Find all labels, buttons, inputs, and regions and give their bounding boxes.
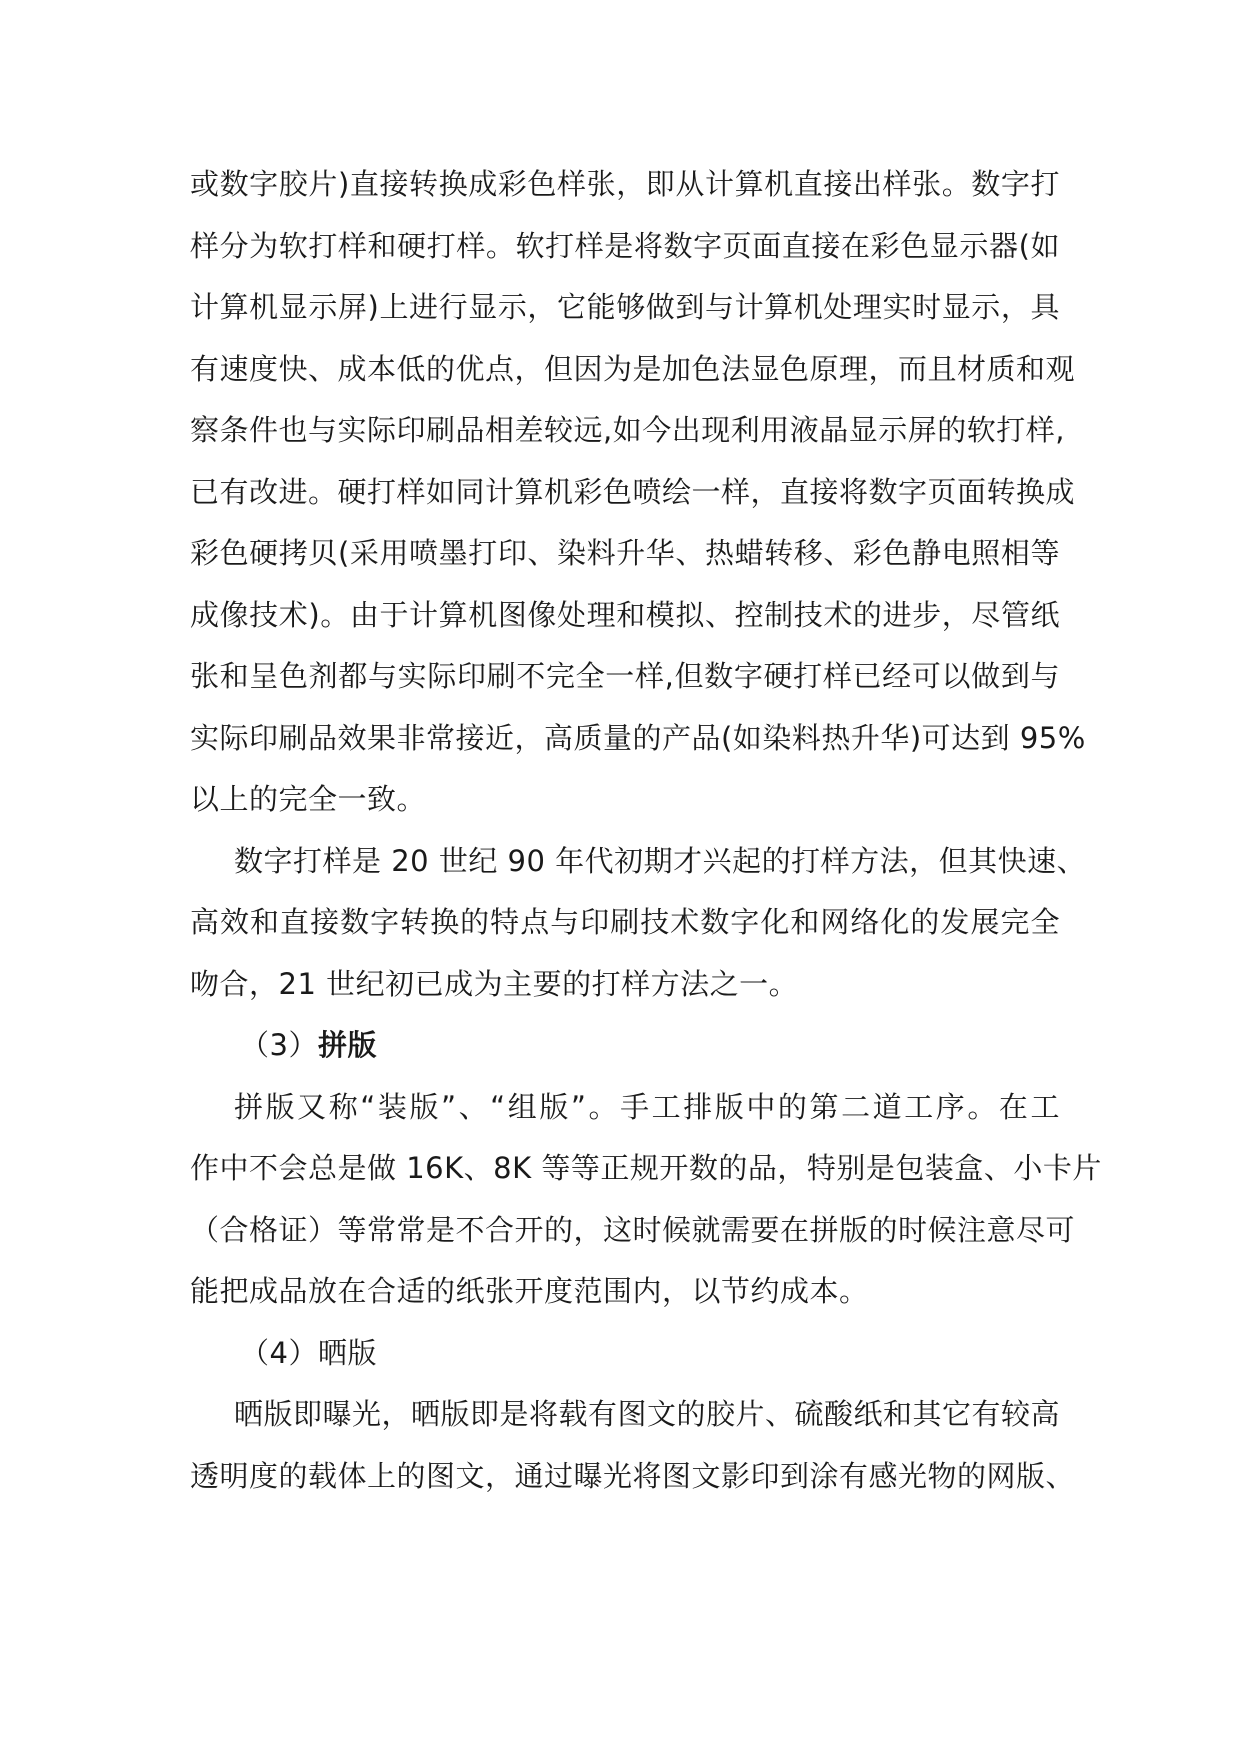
section-heading-imposition bbox=[190, 1015, 1060, 1077]
section-number: （3） bbox=[240, 1028, 318, 1062]
section-heading-plate-exposure: （4）晒版 bbox=[240, 1335, 377, 1370]
text-line: （合格证）等常常是不合开的，这时候就需要在拼版的时候注意尽可 bbox=[190, 1212, 1076, 1247]
text-line: 能把成品放在合适的纸张开度范围内，以节约成本。 bbox=[190, 1274, 869, 1308]
text-line: 高效和直接数字转换的特点与印刷技术数字化和网络化的发展完全 bbox=[190, 905, 1060, 939]
text-line: 透明度的载体上的图文，通过曝光将图文影印到涂有感光物的网版、 bbox=[190, 1458, 1076, 1493]
text-line: 拼版又称“装版”、“组版”。手工排版中的第二道工序。在工 bbox=[234, 1089, 1060, 1124]
text-line: 样分为软打样和硬打样。软打样是将数字页面直接在彩色显示器(如 bbox=[190, 228, 1060, 263]
text-line: 实际印刷品效果非常接近，高质量的产品(如染料热升华)可达到 95% bbox=[190, 720, 1086, 755]
text-line: 有速度快、成本低的优点，但因为是加色法显色原理，而且材质和观 bbox=[190, 351, 1076, 386]
text-line: 张和呈色剂都与实际印刷不完全一样,但数字硬打样已经可以做到与 bbox=[190, 659, 1060, 693]
text-line: 已有改进。硬打样如同计算机彩色喷绘一样，直接将数字页面转换成 bbox=[190, 474, 1076, 509]
paragraph-digital-proofing-detail bbox=[190, 154, 1086, 831]
text-line: 吻合，21 世纪初已成为主要的打样方法之一。 bbox=[190, 966, 799, 1001]
paragraph-imposition bbox=[190, 1077, 1102, 1323]
text-line: 晒版即曝光，晒版即是将载有图文的胶片、硫酸纸和其它有较高 bbox=[234, 1397, 1061, 1431]
text-line: 察条件也与实际印刷品相差较远,如今出现利用液晶显示屏的软打样, bbox=[190, 413, 1065, 447]
text-line: 以上的完全一致。 bbox=[190, 782, 427, 816]
text-line: 作中不会总是做 16K、8K 等等正规开数的品，特别是包装盒、小卡片 bbox=[190, 1151, 1102, 1185]
text-line: 计算机显示屏)上进行显示，它能够做到与计算机处理实时显示，具 bbox=[190, 290, 1060, 324]
paragraph-plate-exposure bbox=[190, 1384, 1076, 1507]
paragraph-digital-proofing-history bbox=[190, 831, 1087, 1016]
section-title: 拼版 bbox=[317, 1028, 377, 1062]
document-body bbox=[190, 154, 1102, 1507]
text-line: 数字打样是 20 世纪 90 年代初期才兴起的打样方法，但其快速、 bbox=[234, 843, 1087, 878]
text-line: 或数字胶片)直接转换成彩色样张，即从计算机直接出样张。数字打 bbox=[190, 167, 1060, 201]
text-line: 成像技术)。由于计算机图像处理和模拟、控制技术的进步，尽管纸 bbox=[190, 597, 1060, 632]
text-line: 彩色硬拷贝(采用喷墨打印、染料升华、热蜡转移、彩色静电照相等 bbox=[190, 536, 1060, 570]
